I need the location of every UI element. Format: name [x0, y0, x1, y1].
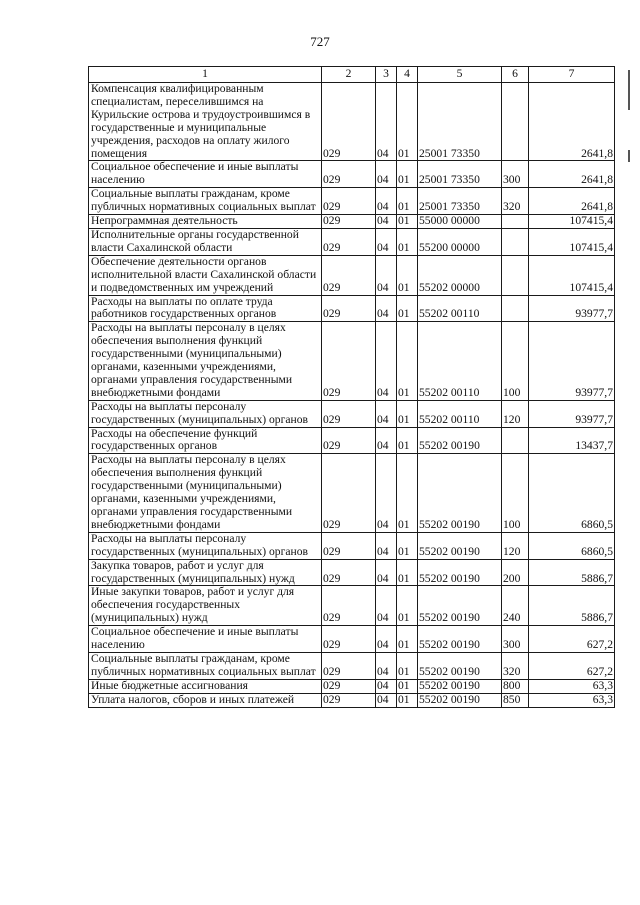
- code-cell-subsection: 01: [397, 83, 418, 161]
- amount-cell: 2641,8: [529, 161, 615, 188]
- code-cell-expense-type: 240: [502, 586, 529, 626]
- code-cell-section: 04: [376, 679, 397, 693]
- code-cell-subsection: 01: [397, 626, 418, 653]
- expense-name-cell: Компенсация квалифицированным специалистам, переселившимся на Курильские острова и трудоустроившимся в государственные и муниципальные учреждения, расходов на оплату жилого помещения: [89, 83, 322, 161]
- code-cell-ministry: 029: [322, 427, 376, 454]
- amount-cell: 63,3: [529, 679, 615, 693]
- code-cell-expense-type: 320: [502, 652, 529, 679]
- code-cell-expense-type: 300: [502, 161, 529, 188]
- table-row: [89, 559, 615, 586]
- amount-cell: 2641,8: [529, 188, 615, 215]
- amount-cell: 6860,5: [529, 454, 615, 532]
- code-cell-target-article: 55202 00190: [418, 679, 502, 693]
- code-cell-subsection: 01: [397, 427, 418, 454]
- code-cell-ministry: 029: [322, 652, 376, 679]
- code-cell-subsection: 01: [397, 188, 418, 215]
- amount-cell: 107415,4: [529, 228, 615, 255]
- code-cell-target-article: 55202 00110: [418, 322, 502, 400]
- code-cell-target-article: 25001 73350: [418, 188, 502, 215]
- code-cell-ministry: 029: [322, 215, 376, 229]
- code-cell-subsection: 01: [397, 652, 418, 679]
- amount-cell: 63,3: [529, 693, 615, 707]
- amount-cell: 93977,7: [529, 322, 615, 400]
- code-cell-target-article: 55200 00000: [418, 228, 502, 255]
- code-cell-expense-type: 100: [502, 322, 529, 400]
- scan-artifact-line: [628, 150, 630, 162]
- code-cell-target-article: 55202 00190: [418, 586, 502, 626]
- expense-name-cell: Обеспечение деятельности органов исполнительной власти Сахалинской области и подведомственных им учреждений: [89, 255, 322, 295]
- table-row: [89, 454, 615, 532]
- code-cell-expense-type: 120: [502, 532, 529, 559]
- code-cell-subsection: 01: [397, 532, 418, 559]
- code-cell-subsection: 01: [397, 255, 418, 295]
- expense-name-cell: Закупка товаров, работ и услуг для государственных (муниципальных) нужд: [89, 559, 322, 586]
- code-cell-target-article: 25001 73350: [418, 83, 502, 161]
- column-header: 6: [502, 67, 529, 83]
- code-cell-ministry: 029: [322, 400, 376, 427]
- code-cell-section: 04: [376, 322, 397, 400]
- code-cell-ministry: 029: [322, 188, 376, 215]
- table-row: [89, 255, 615, 295]
- code-cell-expense-type: 100: [502, 454, 529, 532]
- amount-cell: 627,2: [529, 626, 615, 653]
- amount-cell: 13437,7: [529, 427, 615, 454]
- code-cell-section: 04: [376, 228, 397, 255]
- amount-cell: 93977,7: [529, 295, 615, 322]
- code-cell-ministry: 029: [322, 679, 376, 693]
- code-cell-target-article: 55202 00000: [418, 255, 502, 295]
- code-cell-target-article: 55202 00190: [418, 454, 502, 532]
- code-cell-ministry: 029: [322, 295, 376, 322]
- table-row: [89, 427, 615, 454]
- amount-cell: 5886,7: [529, 559, 615, 586]
- expense-name-cell: Непрограммная деятельность: [89, 215, 322, 229]
- table-row: [89, 586, 615, 626]
- table-row: [89, 626, 615, 653]
- code-cell-section: 04: [376, 586, 397, 626]
- code-cell-ministry: 029: [322, 586, 376, 626]
- code-cell-section: 04: [376, 693, 397, 707]
- table-row: [89, 188, 615, 215]
- column-header: 2: [322, 67, 376, 83]
- code-cell-ministry: 029: [322, 532, 376, 559]
- code-cell-section: 04: [376, 83, 397, 161]
- code-cell-expense-type: 800: [502, 679, 529, 693]
- expense-name-cell: Уплата налогов, сборов и иных платежей: [89, 693, 322, 707]
- amount-cell: 2641,8: [529, 83, 615, 161]
- table-row: [89, 679, 615, 693]
- code-cell-expense-type: [502, 427, 529, 454]
- code-cell-ministry: 029: [322, 83, 376, 161]
- code-cell-subsection: 01: [397, 679, 418, 693]
- table-row: [89, 322, 615, 400]
- table-header-row: [89, 67, 615, 83]
- code-cell-ministry: 029: [322, 322, 376, 400]
- code-cell-expense-type: 200: [502, 559, 529, 586]
- scan-artifact-line: [628, 70, 630, 110]
- table-row: [89, 83, 615, 161]
- code-cell-section: 04: [376, 295, 397, 322]
- amount-cell: 627,2: [529, 652, 615, 679]
- table-row: [89, 693, 615, 707]
- page-number: 727: [310, 34, 330, 49]
- amount-cell: 6860,5: [529, 532, 615, 559]
- code-cell-section: 04: [376, 652, 397, 679]
- expense-name-cell: Расходы на выплаты персоналу в целях обеспечения выполнения функций государственными (муниципальными) органами, казенными учреждениями, органами управления государственными внебюджетными фондами: [89, 322, 322, 400]
- code-cell-target-article: 55202 00190: [418, 693, 502, 707]
- amount-cell: 5886,7: [529, 586, 615, 626]
- code-cell-subsection: 01: [397, 400, 418, 427]
- code-cell-expense-type: 850: [502, 693, 529, 707]
- code-cell-target-article: 55202 00190: [418, 559, 502, 586]
- code-cell-section: 04: [376, 400, 397, 427]
- expense-name-cell: Расходы на выплаты персоналу государственных (муниципальных) органов: [89, 532, 322, 559]
- code-cell-expense-type: 320: [502, 188, 529, 215]
- code-cell-target-article: 55202 00190: [418, 652, 502, 679]
- code-cell-section: 04: [376, 215, 397, 229]
- code-cell-ministry: 029: [322, 626, 376, 653]
- code-cell-ministry: 029: [322, 228, 376, 255]
- column-header: 1: [89, 67, 322, 83]
- column-header: 3: [376, 67, 397, 83]
- code-cell-expense-type: 120: [502, 400, 529, 427]
- expense-name-cell: Иные закупки товаров, работ и услуг для обеспечения государственных (муниципальных) нужд: [89, 586, 322, 626]
- expense-name-cell: Расходы на выплаты персоналу государственных (муниципальных) органов: [89, 400, 322, 427]
- code-cell-target-article: 55202 00190: [418, 427, 502, 454]
- amount-cell: 107415,4: [529, 255, 615, 295]
- expense-name-cell: Социальные выплаты гражданам, кроме публичных нормативных социальных выплат: [89, 652, 322, 679]
- code-cell-section: 04: [376, 255, 397, 295]
- code-cell-section: 04: [376, 427, 397, 454]
- amount-cell: 93977,7: [529, 400, 615, 427]
- code-cell-target-article: 55202 00190: [418, 626, 502, 653]
- code-cell-target-article: 55202 00110: [418, 295, 502, 322]
- table-row: [89, 400, 615, 427]
- expense-name-cell: Социальные выплаты гражданам, кроме публичных нормативных социальных выплат: [89, 188, 322, 215]
- code-cell-expense-type: [502, 83, 529, 161]
- code-cell-subsection: 01: [397, 693, 418, 707]
- code-cell-subsection: 01: [397, 215, 418, 229]
- code-cell-target-article: 55202 00110: [418, 400, 502, 427]
- table-row: [89, 295, 615, 322]
- code-cell-section: 04: [376, 161, 397, 188]
- table-row: [89, 215, 615, 229]
- table-row: [89, 652, 615, 679]
- table-body: [89, 83, 615, 708]
- code-cell-target-article: 25001 73350: [418, 161, 502, 188]
- expense-name-cell: Расходы на выплаты персоналу в целях обеспечения выполнения функций государственными (муниципальными) органами, казенными учреждениями, органами управления государственными внебюджетными фондами: [89, 454, 322, 532]
- code-cell-section: 04: [376, 626, 397, 653]
- expense-name-cell: Социальное обеспечение и иные выплаты населению: [89, 626, 322, 653]
- column-header: 4: [397, 67, 418, 83]
- budget-allocation-table: [88, 66, 615, 708]
- code-cell-ministry: 029: [322, 454, 376, 532]
- column-header: 7: [529, 67, 615, 83]
- expense-name-cell: Расходы на обеспечение функций государственных органов: [89, 427, 322, 454]
- code-cell-subsection: 01: [397, 161, 418, 188]
- code-cell-ministry: 029: [322, 255, 376, 295]
- amount-cell: 107415,4: [529, 215, 615, 229]
- code-cell-ministry: 029: [322, 693, 376, 707]
- code-cell-expense-type: [502, 255, 529, 295]
- expense-name-cell: Расходы на выплаты по оплате труда работников государственных органов: [89, 295, 322, 322]
- code-cell-subsection: 01: [397, 454, 418, 532]
- code-cell-expense-type: [502, 228, 529, 255]
- code-cell-subsection: 01: [397, 228, 418, 255]
- table-row: [89, 532, 615, 559]
- code-cell-section: 04: [376, 532, 397, 559]
- table-row: [89, 161, 615, 188]
- code-cell-subsection: 01: [397, 295, 418, 322]
- code-cell-expense-type: 300: [502, 626, 529, 653]
- expense-name-cell: Социальное обеспечение и иные выплаты населению: [89, 161, 322, 188]
- code-cell-expense-type: [502, 215, 529, 229]
- code-cell-section: 04: [376, 188, 397, 215]
- expense-name-cell: Исполнительные органы государственной власти Сахалинской области: [89, 228, 322, 255]
- code-cell-subsection: 01: [397, 559, 418, 586]
- column-header: 5: [418, 67, 502, 83]
- code-cell-target-article: 55202 00190: [418, 532, 502, 559]
- code-cell-section: 04: [376, 454, 397, 532]
- code-cell-target-article: 55000 00000: [418, 215, 502, 229]
- code-cell-subsection: 01: [397, 586, 418, 626]
- table-row: [89, 228, 615, 255]
- code-cell-subsection: 01: [397, 322, 418, 400]
- expense-name-cell: Иные бюджетные ассигнования: [89, 679, 322, 693]
- code-cell-ministry: 029: [322, 161, 376, 188]
- code-cell-section: 04: [376, 559, 397, 586]
- code-cell-ministry: 029: [322, 559, 376, 586]
- code-cell-expense-type: [502, 295, 529, 322]
